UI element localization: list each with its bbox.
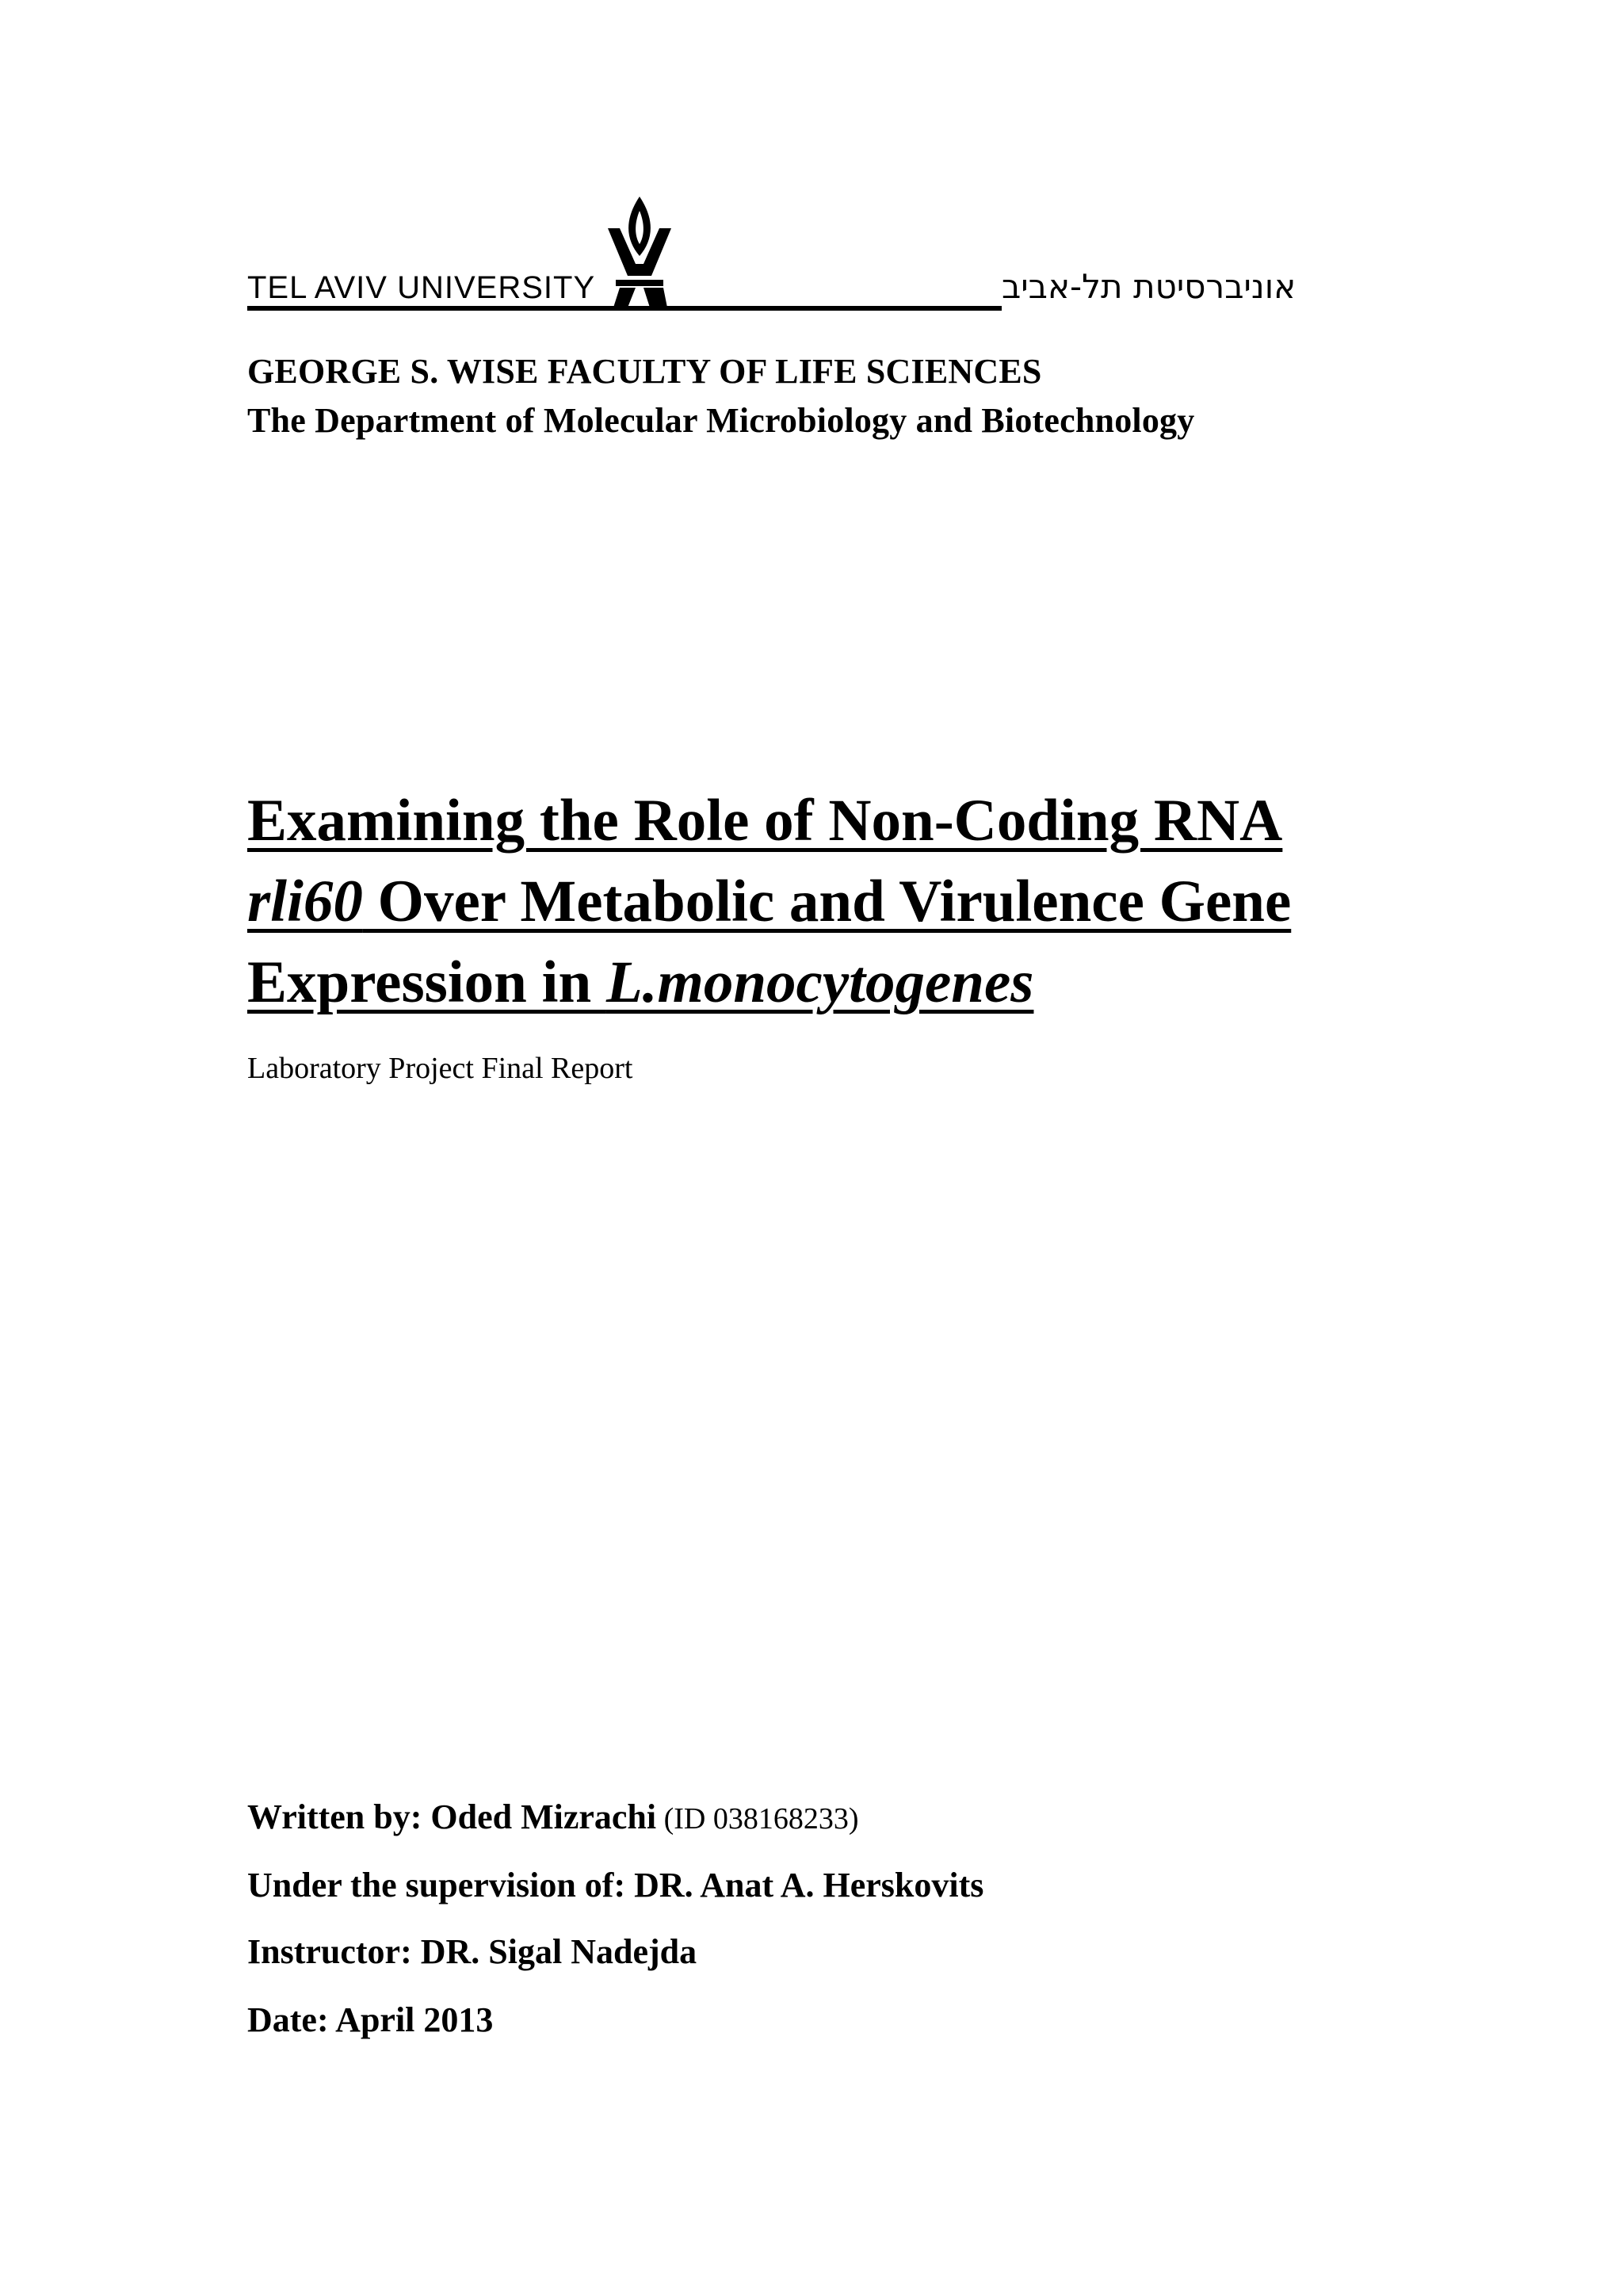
author-name: Written by: Oded Mizrachi bbox=[247, 1797, 657, 1836]
logo-rule bbox=[247, 306, 1002, 311]
author-id: (ID 038168233) bbox=[656, 1802, 859, 1836]
supervisor-line: Under the supervision of: DR. Anat A. Herskovits bbox=[247, 1866, 984, 1904]
tel-aviv-university-logo-icon bbox=[247, 197, 1296, 315]
faculty-name: GEORGE S. WISE FACULTY OF LIFE SCIENCES bbox=[247, 352, 1042, 391]
report-title bbox=[247, 781, 1396, 1023]
logo-text-he: אוניברסיטת תל-אביב bbox=[1002, 267, 1296, 306]
logo-text-en: TEL AVIV UNIVERSITY bbox=[247, 270, 596, 305]
date-line: Date: April 2013 bbox=[247, 2000, 494, 2039]
author-line bbox=[247, 1793, 859, 1843]
emblem-icon bbox=[608, 197, 671, 308]
instructor-line: Instructor: DR. Sigal Nadejda bbox=[247, 1932, 697, 1971]
report-subtitle: Laboratory Project Final Report bbox=[247, 1052, 633, 1085]
species-name: L.monocytogenes bbox=[605, 949, 1034, 1015]
gene-name: rli60 bbox=[247, 869, 363, 934]
title-line-2: rli60 Over Metabolic and Virulence Gene bbox=[247, 869, 1292, 934]
university-logo bbox=[247, 197, 1296, 315]
title-line-1: Examining the Role of Non-Coding RNA bbox=[247, 788, 1283, 854]
department-name: The Department of Molecular Microbiology and Biotechnology bbox=[247, 401, 1195, 440]
title-line-3: Expression in L.monocytogenes bbox=[247, 949, 1034, 1015]
